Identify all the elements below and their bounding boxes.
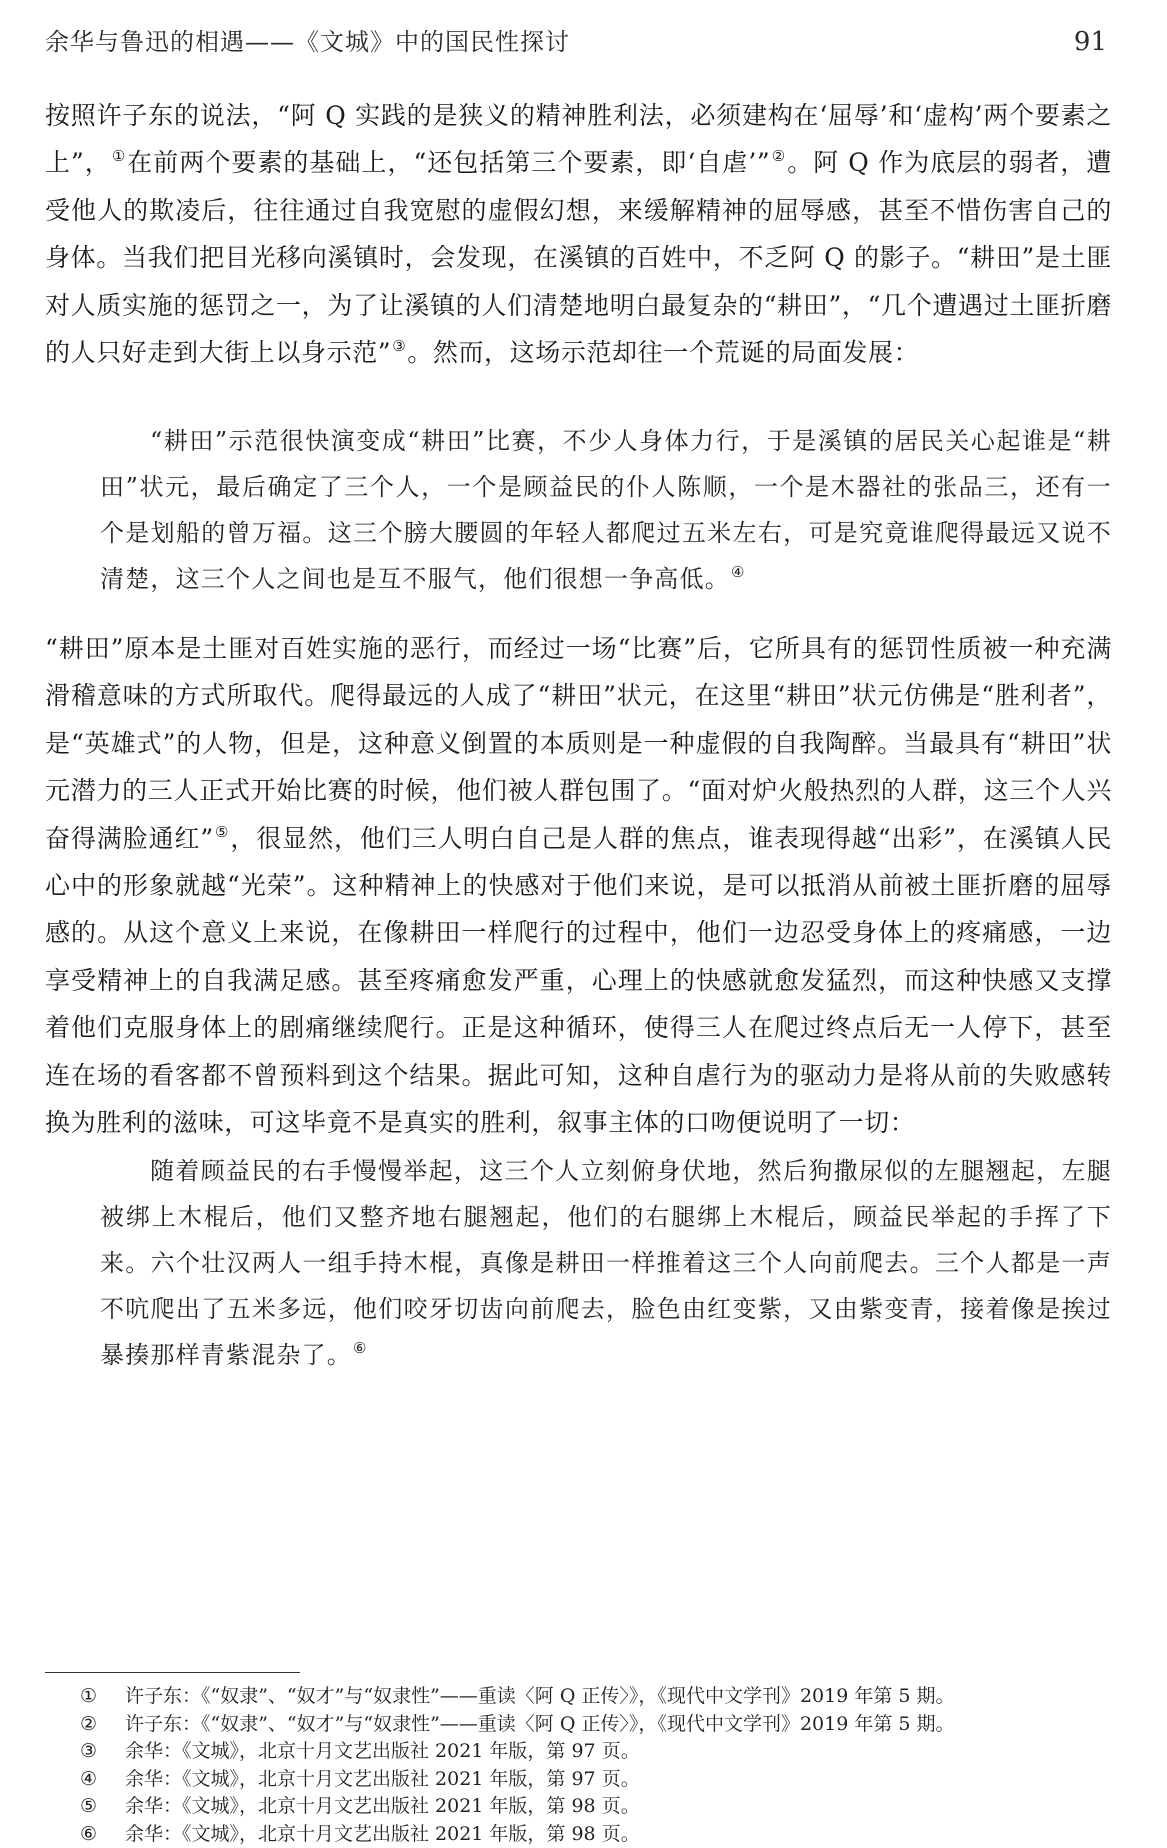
footnotes <box>80 1683 1110 1848</box>
footnote-item <box>80 1821 1110 1848</box>
block-quote-1 <box>100 418 1112 602</box>
footnote-ref-4[interactable]: ④ <box>731 563 746 581</box>
block-quote-1-text: “耕田”示范很快演变成“耕田”比赛，不少人身体力行，于是溪镇的居民关心起谁是“耕田”状元，最后确定了三个人，一个是顾益民的仆人陈顺，一个是木器社的张品三，还有一个是划船的曾万福。这三个膀大腰圆的年轻人都爬过五米左右，可是究竟谁爬得最远又说不清楚，这三个人之间也是互不服气，他们很想一争高低。 <box>100 427 1112 593</box>
footnote-ref-2[interactable]: ② <box>771 147 786 165</box>
footnote-item <box>80 1711 1110 1739</box>
paragraph-1-text-d: 。然而，这场示范却往一个荒诞的局面发展： <box>407 338 919 367</box>
footnote-mark: ⑤ <box>80 1793 125 1821</box>
footnote-item <box>80 1793 1110 1821</box>
block-quote-2-text: 随着顾益民的右手慢慢举起，这三个人立刻俯身伏地，然后狗撒尿似的左腿翘起，左腿被绑上木棍后，他们又整齐地右腿翘起，他们的右腿绑上木棍后，顾益民举起的手挥了下来。六个壮汉两人一组手持木棍，真像是耕田一样推着这三个人向前爬去。三个人都是一声不吭爬出了五米多远，他们咬牙切齿向前爬去，脸色由红变紫，又由紫变青，接着像是挨过暴揍那样青紫混杂了。 <box>100 1157 1112 1369</box>
page-header <box>45 22 1107 62</box>
footnote-item <box>80 1683 1110 1711</box>
footnote-text: 余华：《文城》，北京十月文艺出版社 2021 年版，第 98 页。 <box>125 1793 640 1821</box>
footnote-mark: ① <box>80 1683 125 1711</box>
footnote-ref-5[interactable]: ⑤ <box>215 823 230 841</box>
footnote-item <box>80 1738 1110 1766</box>
footnote-mark: ⑥ <box>80 1821 125 1848</box>
footnote-text: 余华：《文城》，北京十月文艺出版社 2021 年版，第 98 页。 <box>125 1821 640 1848</box>
footnote-ref-3[interactable]: ③ <box>392 337 406 355</box>
footnote-item <box>80 1766 1110 1794</box>
paragraph-1-text-a: 按照许子东的说法，“阿 Q 实践的是狭义的精神胜利法，必须建构在‘屈辱’和‘虚构’两个要素之上”， <box>45 101 1112 177</box>
footnote-divider <box>45 1672 300 1673</box>
paragraph-2-text-a: “耕田”原本是土匪对百姓实施的恶行，而经过一场“比赛”后，它所具有的惩罚性质被一种充满滑稽意味的方式所取代。爬得最远的人成了“耕田”状元，在这里“耕田”状元仿佛是“胜利者”，是“英雄式”的人物，但是，这种意义倒置的本质则是一种虚假的自我陶醉。当最具有“耕田”状元潜力的三人正式开始比赛的时候，他们被人群包围了。“面对炉火般热烈的人群，这三个人兴奋得满脸通红” <box>45 634 1112 853</box>
paragraph-1-text-b: 在前两个要素的基础上，“还包括第三个要素，即‘自虐’” <box>127 148 770 177</box>
page-number: 91 <box>1074 22 1107 62</box>
footnote-text: 许子东：《“奴隶”、“奴才”与“奴隶性”——重读〈阿 Q 正传〉》，《现代中文学刊》2019 年第 5 期。 <box>125 1683 955 1711</box>
paragraph-2 <box>45 625 1112 1146</box>
paragraph-2-text-b: ，很显然，他们三人明白自己是人群的焦点，谁表现得越“出彩”，在溪镇人民心中的形象就越“光荣”。这种精神上的快感对于他们来说，是可以抵消从前被土匪折磨的屈辱感的。从这个意义上来说，在像耕田一样爬行的过程中，他们一边忍受身体上的疼痛感，一边享受精神上的自我满足感。甚至疼痛愈发严重，心理上的快感就愈发猛烈，而这种快感又支撑着他们克服身体上的剧痛继续爬行。正是这种循环，使得三人在爬过终点后无一人停下，甚至连在场的看客都不曾预料到这个结果。据此可知，这种自虐行为的驱动力是将从前的失败感转换为胜利的滋味，可这毕竟不是真实的胜利，叙事主体的口吻便说明了一切： <box>45 824 1112 1137</box>
footnote-mark: ③ <box>80 1738 125 1766</box>
footnote-mark: ④ <box>80 1766 125 1794</box>
footnote-ref-6[interactable]: ⑥ <box>353 1339 368 1357</box>
footnote-mark: ② <box>80 1711 125 1739</box>
footnote-ref-1[interactable]: ① <box>112 147 126 165</box>
paragraph-1 <box>45 92 1112 376</box>
footnote-text: 余华：《文城》，北京十月文艺出版社 2021 年版，第 97 页。 <box>125 1766 640 1794</box>
footnote-text: 余华：《文城》，北京十月文艺出版社 2021 年版，第 97 页。 <box>125 1738 640 1766</box>
running-title: 余华与鲁迅的相遇——《文城》中的国民性探讨 <box>45 22 570 62</box>
paragraph-1-text-c: 。阿 Q 作为底层的弱者，遭受他人的欺凌后，往往通过自我宽慰的虚假幻想，来缓解精神的屈辱感，甚至不惜伤害自己的身体。当我们把目光移向溪镇时，会发现，在溪镇的百姓中，不乏阿 Q 的影子。“耕田”是土匪对人质实施的惩罚之一，为了让溪镇的人们清楚地明白最复杂的“耕田”，“几个遭遇过土匪折磨的人只好走到大街上以身示范” <box>45 148 1112 367</box>
footnote-text: 许子东：《“奴隶”、“奴才”与“奴隶性”——重读〈阿 Q 正传〉》，《现代中文学刊》2019 年第 5 期。 <box>125 1711 955 1739</box>
block-quote-2 <box>100 1148 1112 1378</box>
